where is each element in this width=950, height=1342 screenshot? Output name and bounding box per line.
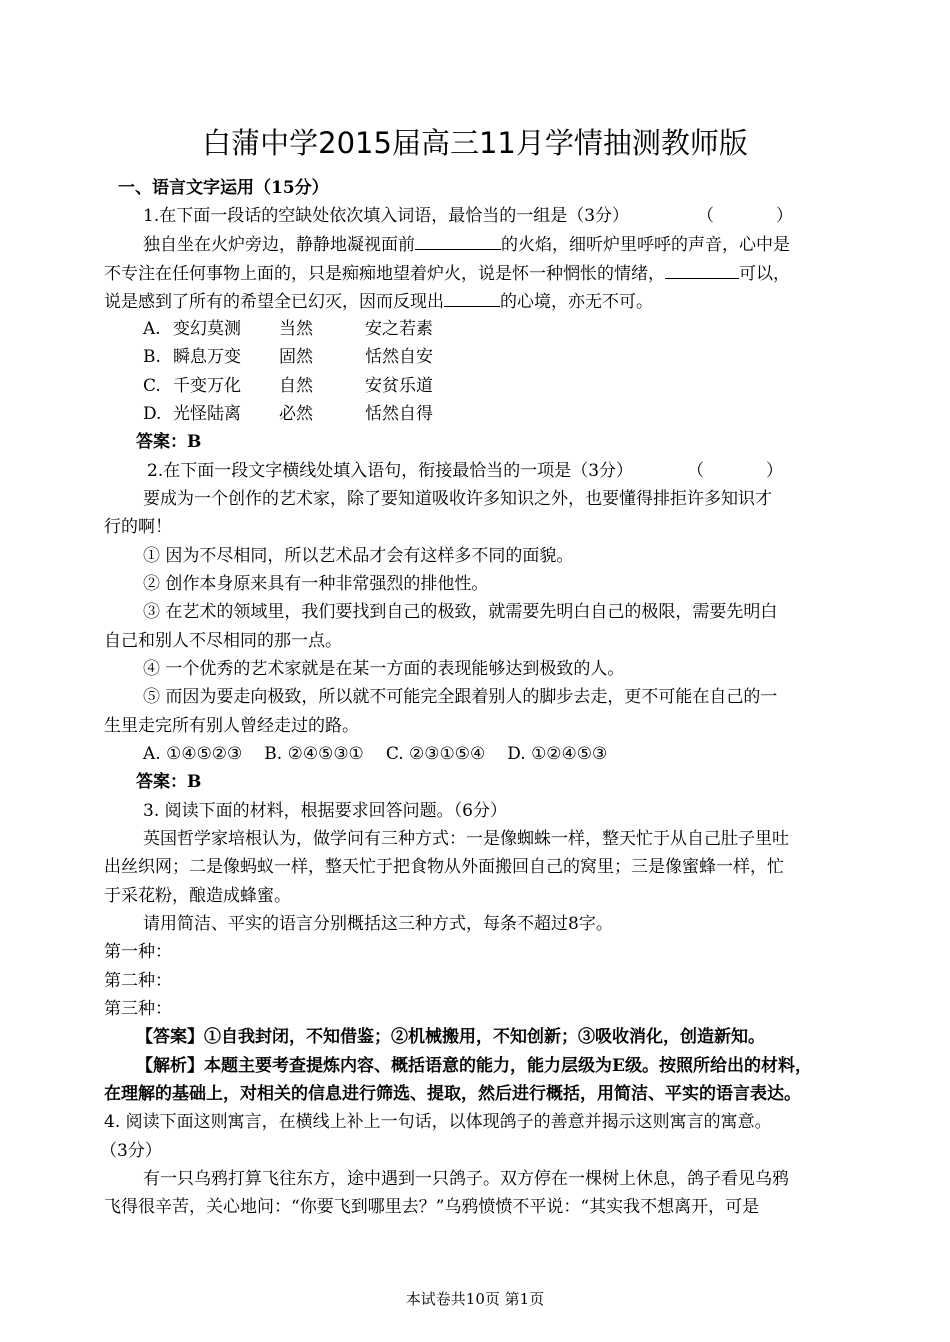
q2-option-d: D. ①②④⑤③ — [507, 744, 608, 764]
q2-intro-line-1: 要成为一个创作的艺术家，除了要知道吸收许多知识之外，也要懂得排拒许多知识才 — [143, 489, 772, 509]
q2-sentence-2: ② 创作本身原来具有一种非常强烈的排他性。 — [143, 574, 489, 594]
option-label: B. — [143, 347, 161, 367]
q4-stem: 4. 阅读下面这则寓言，在横线上补上一句话，以体现鸽子的善意并揭示这则寓言的寓意。 — [104, 1112, 772, 1132]
q3-material-line-2: 出丝织网；二是像蚂蚁一样，整天忙于把食物从外面搬回自己的窝里；三是像蜜蜂一样，忙 — [104, 857, 784, 877]
passage-text: 说是感到了所有的希望全已幻灭，因而反现出 — [104, 292, 444, 312]
q1-passage-line-2 — [104, 261, 854, 286]
q3-second: 第二种： — [104, 971, 172, 991]
q1-passage-line-1 — [143, 232, 854, 257]
q3-material-line-1: 英国哲学家培根认为，做学问有三种方式：一是像蜘蛛一样，整天忙于从自己肚子里吐 — [143, 829, 789, 849]
q4-story-line-1: 有一只乌鸦打算飞往东方，途中遇到一只鸽子。双方停在一棵树上休息，鸽子看见乌鸦 — [143, 1169, 789, 1189]
option-word: 固然 — [279, 347, 313, 367]
q2-option-c: C. ②③①⑤④ — [385, 744, 486, 764]
page-title: 白蒲中学2015届高三11月学情抽测教师版 — [202, 126, 748, 160]
q3-answer: 【答案】①自我封闭，不知借鉴；②机械搬用，不知创新；③吸收消化，创造新知。 — [136, 1027, 765, 1047]
q2-option-a: A. ①④⑤②③ — [143, 744, 243, 764]
q1-option-d — [143, 402, 854, 426]
passage-text: 不专注在任何事物上面的，只是痴痴地望着炉火，说是怀一种惘怅的情绪， — [104, 264, 665, 284]
q2-sentence-3-line-2: 自己和别人不尽相同的那一点。 — [104, 631, 342, 651]
q3-analysis-line-2: 在理解的基础上，对相关的信息进行筛选、提取，然后进行概括，用简洁、平实的语言表达。 — [104, 1084, 801, 1104]
q2-options — [143, 742, 854, 766]
q2-paren-open: （ — [687, 461, 705, 481]
q3-third: 第三种： — [104, 999, 172, 1019]
q2-stem-line — [147, 459, 854, 483]
option-word: 自然 — [279, 376, 313, 396]
q2-sentence-5-line-2: 生里走完所有别人曾经走过的路。 — [104, 716, 359, 736]
option-word: 千变万化 — [173, 376, 241, 396]
q2-sentence-4: ④ 一个优秀的艺术家就是在某一方面的表现能够达到极致的人。 — [143, 659, 625, 679]
fill-blank-1 — [415, 232, 501, 250]
option-word: 变幻莫测 — [173, 319, 241, 339]
q2-sentence-5-line-1: ⑤ 而因为要走向极致，所以就不可能完全跟着别人的脚步去走，更不可能在自己的一 — [143, 687, 778, 707]
q1-option-a — [143, 317, 854, 341]
q3-analysis-line-1: 【解析】本题主要考查提炼内容、概括语意的能力，能力层级为E级。按照所给出的材料， — [136, 1056, 812, 1076]
q3-stem: 3. 阅读下面的材料，根据要求回答问题。（6分） — [143, 801, 507, 821]
option-word: 瞬息万变 — [173, 347, 241, 367]
q3-first: 第一种： — [104, 942, 172, 962]
q1-stem-line — [143, 204, 854, 228]
passage-text: 可以， — [739, 264, 790, 284]
fill-blank-2 — [665, 261, 739, 279]
q1-answer: 答案：B — [136, 432, 202, 452]
fill-blank-3 — [444, 289, 500, 307]
q4-points: （3分） — [100, 1141, 162, 1161]
q2-intro-line-2: 行的啊！ — [104, 517, 172, 537]
q1-passage-line-3 — [104, 289, 854, 314]
option-word: 必然 — [279, 404, 313, 424]
q2-option-b: B. ②④⑤③① — [264, 744, 364, 764]
q2-sentence-3-line-1: ③ 在艺术的领域里，我们要找到自己的极致，就需要先明白自己的极限，需要先明白 — [143, 602, 778, 622]
q3-material-line-3: 于采花粉，酿造成蜂蜜。 — [104, 886, 291, 906]
section-heading: 一、语言文字运用（15分） — [118, 178, 329, 198]
option-word: 恬然自安 — [365, 347, 433, 367]
q3-requirement: 请用简洁、平实的语言分别概括这三种方式，每条不超过8字。 — [143, 914, 613, 934]
option-word: 当然 — [279, 319, 313, 339]
q4-story-line-2: 飞得很辛苦，关心地问：“你要飞到哪里去？”乌鸦愤愤不平说：“其实我不想离开，可是 — [104, 1197, 760, 1217]
option-word: 恬然自得 — [365, 404, 433, 424]
option-label: D. — [143, 404, 162, 424]
passage-text: 的火焰，细听炉里呼呼的声音，心中是 — [501, 235, 790, 255]
q2-stem: 2.在下面一段文字横线处填入语句，衔接最恰当的一项是（3分） — [147, 461, 634, 481]
option-label: C. — [143, 376, 161, 396]
q2-paren-close: ） — [766, 461, 784, 481]
q1-option-c — [143, 374, 854, 398]
passage-text: 独自坐在火炉旁边，静静地凝视面前 — [143, 235, 415, 255]
option-word: 安之若素 — [365, 319, 433, 339]
q2-sentence-1: ① 因为不尽相同，所以艺术品才会有这样多不同的面貌。 — [143, 546, 574, 566]
q1-stem: 1.在下面一段话的空缺处依次填入词语，最恰当的一组是（3分） — [143, 206, 630, 226]
q1-paren-close: ） — [776, 206, 794, 226]
page-footer: 本试卷共10页 第1页 — [405, 1290, 545, 1308]
option-label: A. — [143, 319, 161, 339]
passage-text: 的心境，亦无不可。 — [500, 292, 653, 312]
q2-answer: 答案：B — [136, 772, 202, 792]
q1-paren-open: （ — [697, 206, 715, 226]
option-word: 光怪陆离 — [173, 404, 241, 424]
q1-option-b — [143, 345, 854, 369]
option-word: 安贫乐道 — [365, 376, 433, 396]
